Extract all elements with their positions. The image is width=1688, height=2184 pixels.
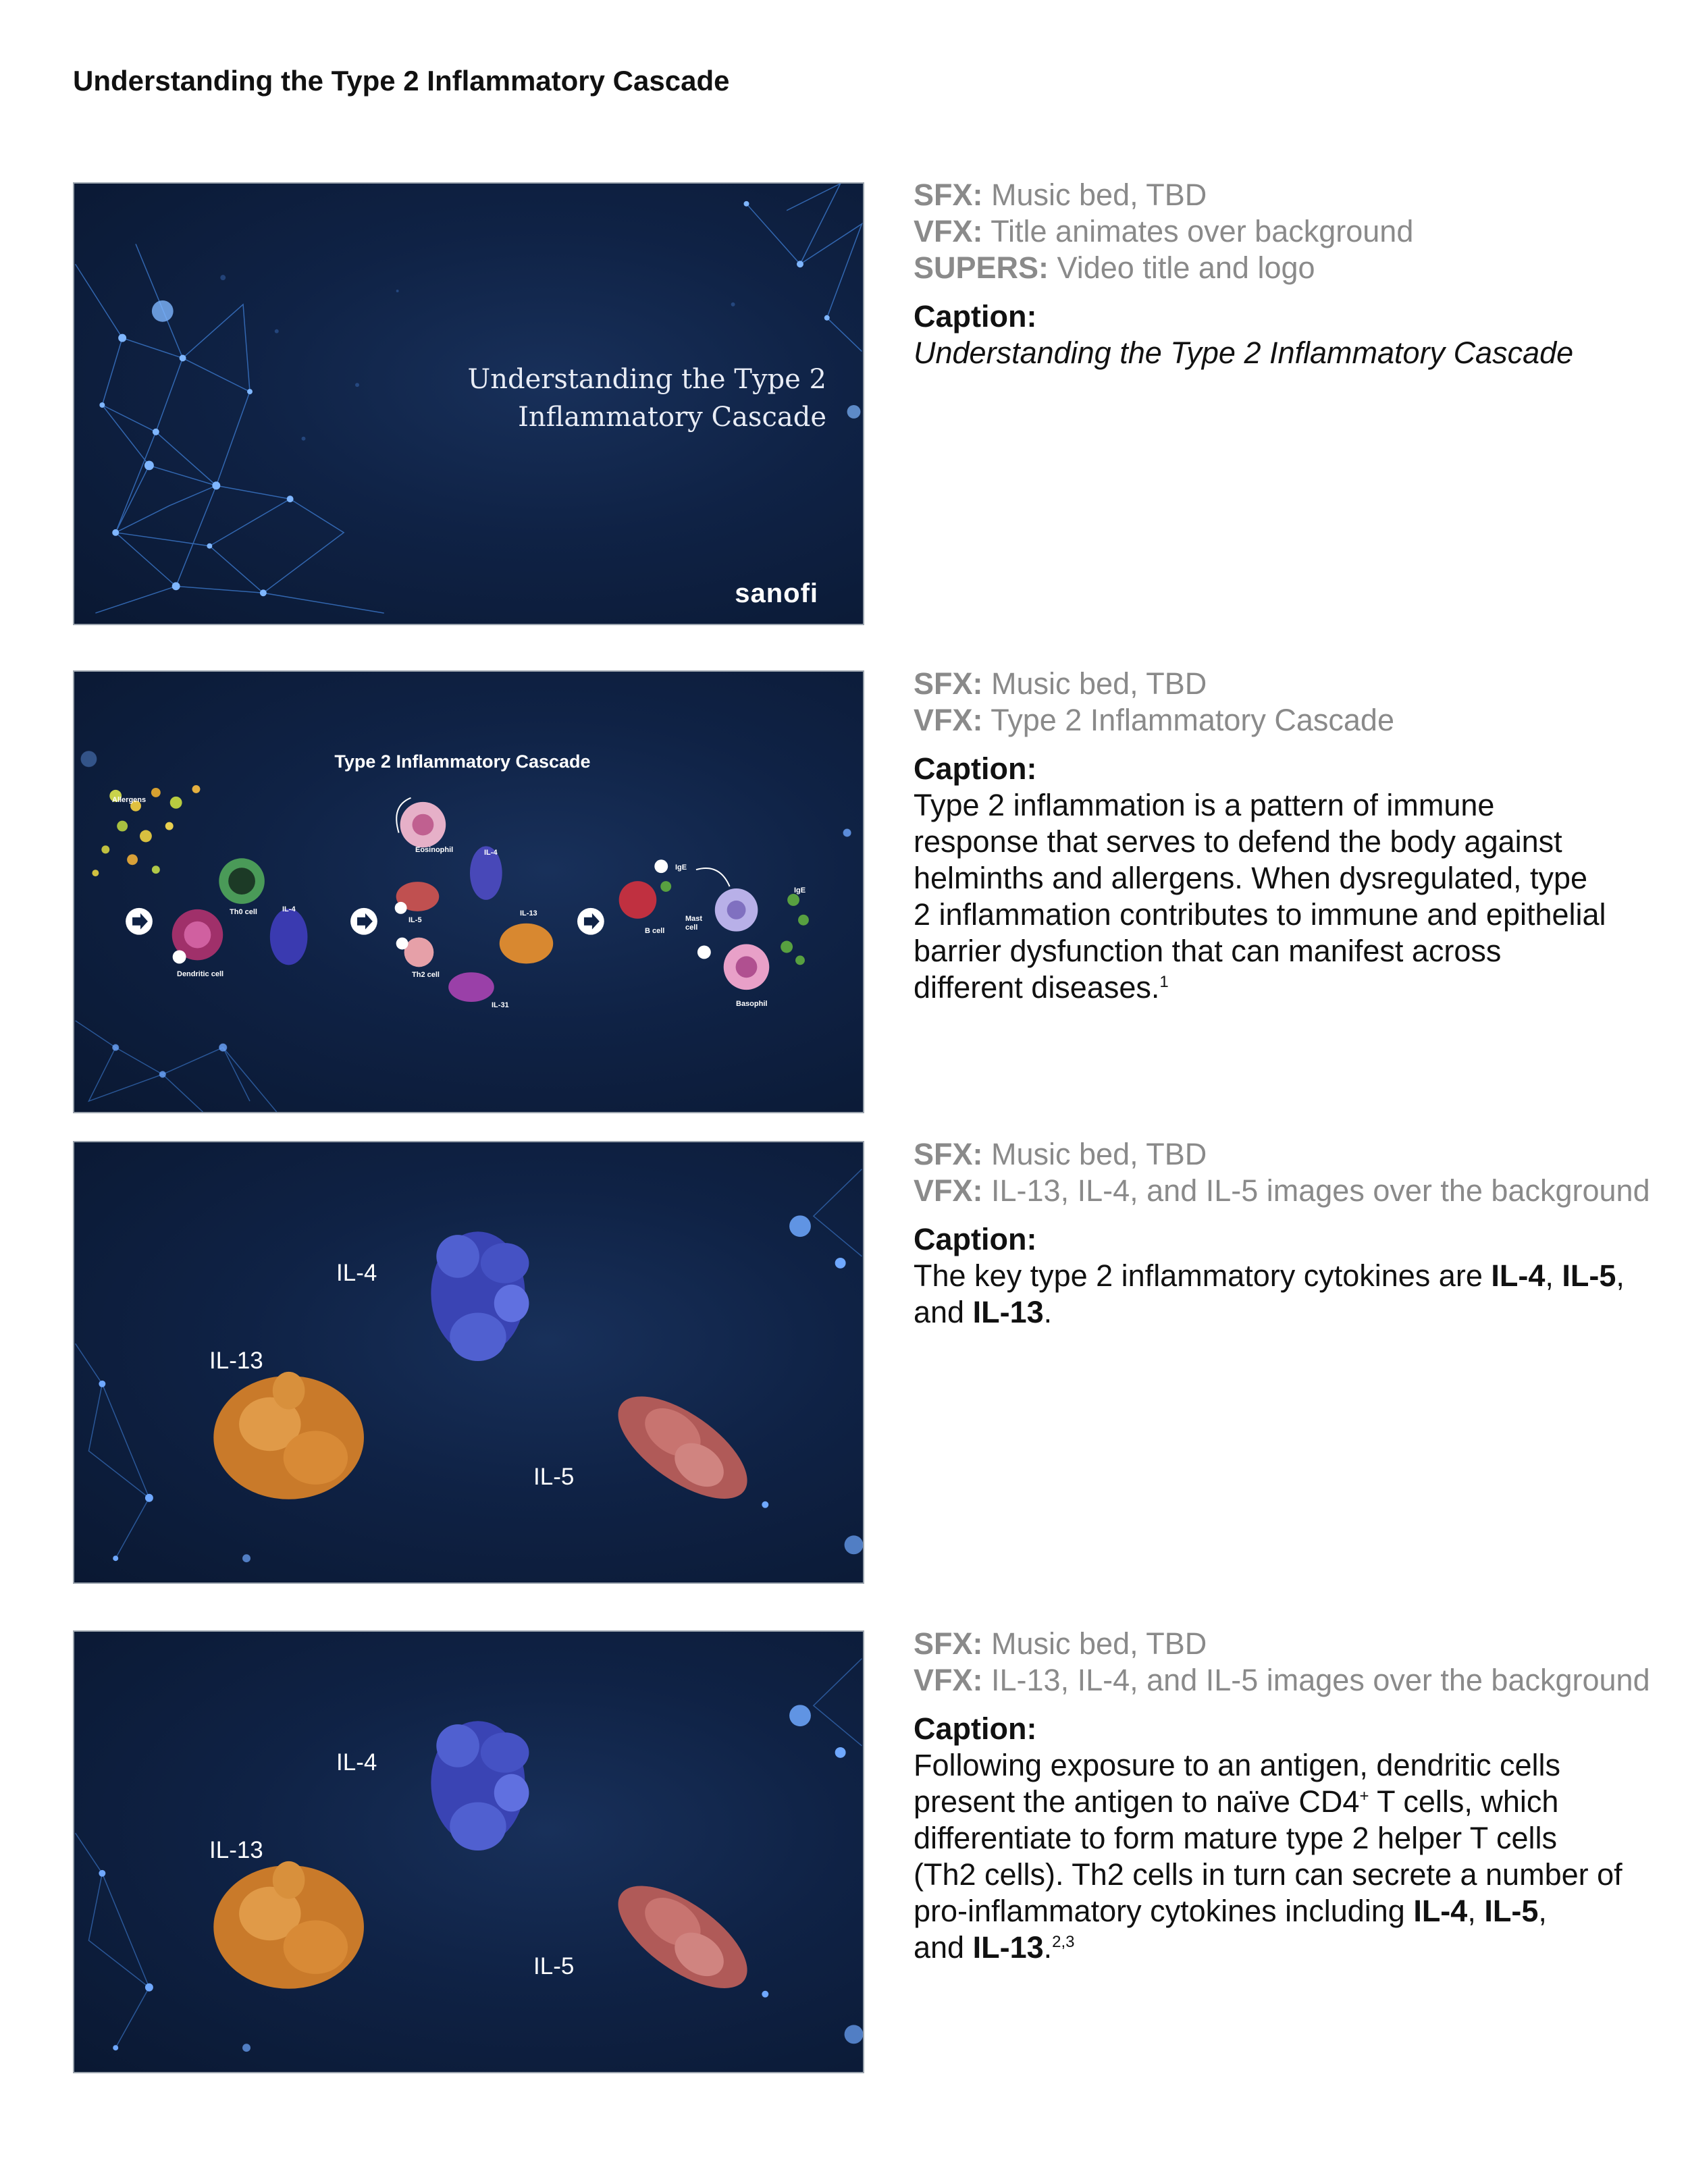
storyboard-frame-2 (73, 670, 864, 1113)
cascade-diagram (74, 672, 863, 1112)
il4-label: IL-4 (336, 1749, 377, 1776)
il4-molecule (431, 1721, 529, 1850)
label-th2-cell: Th2 cell (412, 971, 440, 979)
sfx-line: SFX: Music bed, TBD (914, 178, 1207, 212)
il13-molecule (213, 1861, 364, 1989)
label-basophil: Basophil (736, 1000, 768, 1008)
storyboard-frame-3 (73, 1141, 864, 1584)
frame-1-notes (914, 177, 1670, 371)
sanofi-logo: sanofi (735, 579, 818, 608)
label-th0-cell: Th0 cell (230, 908, 257, 916)
frame-2-notes (914, 666, 1670, 1006)
label-il4: IL-4 (282, 905, 296, 913)
label-ige: IgE (675, 863, 687, 872)
frame-2-slide-title: Type 2 Inflammatory Cascade (334, 751, 591, 772)
allergen-particles (92, 785, 200, 876)
label-il31: IL-31 (492, 1001, 509, 1009)
frame-3-notes (914, 1136, 1670, 1331)
il5-label: IL-5 (533, 1953, 575, 1979)
label-il13: IL-13 (520, 909, 537, 917)
il13-label: IL-13 (209, 1837, 263, 1863)
label-il5: IL-5 (408, 916, 422, 924)
label-dendritic-cell: Dendritic cell (177, 970, 224, 978)
il4-label: IL-4 (336, 1260, 377, 1286)
cytokines-illustration (74, 1142, 863, 1582)
caption-text: Type 2 inflammation is a pattern of immune response that serves to defend the body against helminths and allergens. When dysregulated, type 2 inflammation contributes to immune and epithelial barrier dysfunction that can manifest across different diseases.$^1$ (914, 788, 1606, 1005)
label-allergens: Allergens (112, 796, 147, 804)
storyboard-frame-1 (73, 182, 864, 625)
label-ige-2: IgE (794, 886, 806, 895)
sfx-line: SFX: Music bed, TBD (914, 1137, 1207, 1171)
cytokines-illustration (74, 1632, 863, 2072)
document-title: Understanding the Type 2 Inflammatory Cascade (73, 65, 730, 97)
il5-molecule (602, 1377, 763, 1518)
caption-text: Understanding the Type 2 Inflammatory Cascade (914, 336, 1574, 370)
vfx-line: VFX: IL-13, IL-4, and IL-5 images over the background (914, 1173, 1650, 1208)
vfx-line: VFX: Type 2 Inflammatory Cascade (914, 703, 1394, 737)
storyboard-frame-4 (73, 1630, 864, 2073)
il13-label: IL-13 (209, 1348, 263, 1374)
il5-label: IL-5 (533, 1464, 575, 1490)
il13-molecule (213, 1372, 364, 1499)
caption-label: Caption: (914, 1711, 1037, 1746)
label-il4-2: IL-4 (484, 849, 498, 857)
caption-label: Caption: (914, 751, 1037, 786)
caption-text: Following exposure to an antigen, dendritic cells present the antigen to naïve CD4+ T cells, which differentiate to form mature type 2 helper T cells (Th2 cells). Th2 cells in turn can secrete a number of pro-inflammatory cytokines including IL-4, IL-5, and IL-13.$^{2,3}$ (914, 1748, 1623, 1965)
frame-4-notes (914, 1626, 1670, 1966)
sfx-line: SFX: Music bed, TBD (914, 1626, 1207, 1661)
caption-label: Caption: (914, 299, 1037, 334)
frame-1-video-title: Understanding the Type 2 Inflammatory Cascade (467, 364, 826, 433)
caption-label: Caption: (914, 1222, 1037, 1256)
vfx-line: VFX: IL-13, IL-4, and IL-5 images over the background (914, 1663, 1650, 1697)
label-b-cell: B cell (645, 927, 665, 935)
il5-molecule (602, 1867, 763, 2008)
sfx-line: SFX: Music bed, TBD (914, 666, 1207, 701)
label-mast-cell: Mast cell (685, 915, 703, 932)
il4-molecule (431, 1231, 529, 1361)
caption-text: The key type 2 inflammatory cytokines are IL-4, IL-5, and IL-13. (914, 1258, 1625, 1329)
label-eosinophil: Eosinophil (415, 846, 454, 854)
vfx-line: VFX: Title animates over background (914, 214, 1414, 248)
supers-line: SUPERS: Video title and logo (914, 250, 1315, 285)
